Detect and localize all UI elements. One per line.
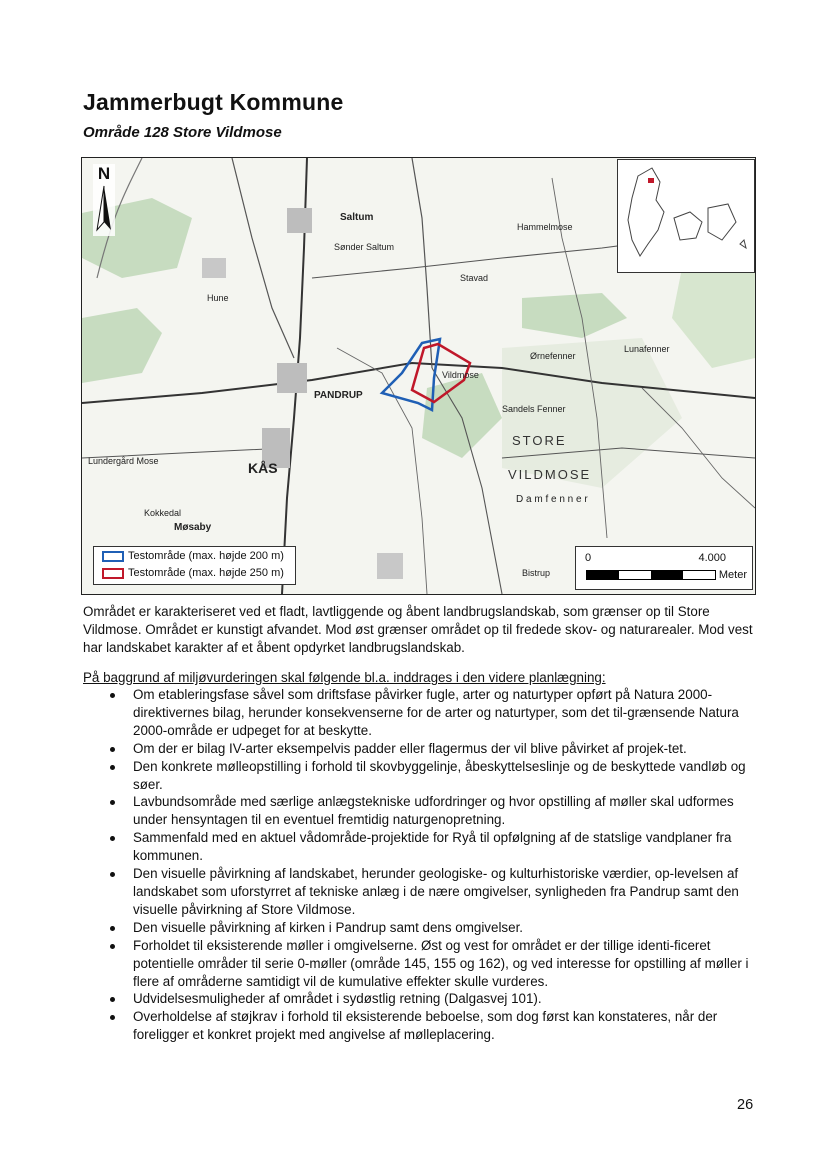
place-label: Ørnefenner: [530, 351, 576, 361]
place-label: Kokkedal: [144, 508, 182, 518]
place-label: Møsaby: [174, 522, 212, 533]
north-label: N: [97, 164, 111, 183]
list-item: Udvidelsesmuligheder af området i sydøstlig retning (Dalgasvej 101).: [83, 990, 761, 1008]
list-item: Om etableringsfase såvel som driftsfase påvirker fugle, arter og naturtyper opført på Natura 2000-direktivernes bilag, herunder konsekvenserne for de arter og naturtyper, som det til-grænsende Natura 2000-område er udpeget for at beskytte.: [83, 686, 761, 740]
place-label: Vildmose: [442, 370, 479, 380]
place-label: Hammelmose: [517, 222, 573, 232]
place-label: Stavad: [460, 273, 489, 283]
bullet-icon: [110, 747, 115, 752]
place-label: PANDRUP: [314, 390, 363, 401]
page-number: 26: [737, 1097, 754, 1113]
location-marker: [648, 178, 654, 183]
legend-label: Testområde (max. højde 200 m): [128, 550, 284, 562]
scale-bar: [586, 570, 716, 580]
list-item: Den visuelle påvirkning af kirken i Pandrup samt dens omgivelser.: [83, 919, 761, 937]
intro-paragraph: Området er karakteriseret ved et fladt, lavtliggende og åbent landbrugslandskab, som grænser op til Store Vildmose. Området er kunstigt afvandet. Mod øst grænser området op til fredede skov- og naturarealer. Mod vest har landskabet karakter af et åbent opdyrket landbrugslandskab.: [83, 604, 753, 655]
list-item: Sammenfald med en aktuel vådområde-projektide for Ryå til opfølgning af de statslige vandplaner fra kommunen.: [83, 829, 761, 865]
scale-bar-box: [575, 546, 753, 590]
place-label: Saltum: [340, 212, 374, 223]
north-arrow: [93, 164, 115, 236]
place-label: Lunafenner: [624, 344, 670, 354]
town-block: [287, 208, 312, 233]
bullet-icon: [110, 926, 115, 931]
road: [232, 158, 294, 358]
place-label: D a m f e n n e r: [516, 494, 588, 505]
denmark-outline: [618, 160, 754, 272]
bullet-icon: [110, 1015, 115, 1020]
bullet-icon: [110, 944, 115, 949]
scale-end-label: 4.000: [698, 552, 726, 564]
bullet-icon: [110, 836, 115, 841]
place-label: Bistrup: [522, 568, 551, 578]
list-item: Om der er bilag IV-arter eksempelvis padder eller flagermus der vil blive påvirket af projek-tet.: [83, 740, 761, 758]
town-block: [277, 363, 307, 393]
place-label: STORE: [512, 433, 567, 448]
legend-item-250m: [102, 565, 295, 582]
list-item: Lavbundsområde med særlige anlægstekniske udfordringer og hvor opstilling af møller skal udformes under hensyntagen til en eventuel fremtidig naturgenopretning.: [83, 793, 761, 829]
denmark-inset-map: [617, 159, 755, 273]
bullet-icon: [110, 872, 115, 877]
forest-area: [82, 308, 162, 383]
place-label: KÅS: [248, 460, 278, 476]
place-label: Hune: [207, 293, 229, 303]
scale-start-label: 0: [585, 552, 592, 564]
blue-swatch-icon: [102, 551, 124, 562]
consideration-list: [83, 686, 761, 1044]
road: [412, 158, 432, 368]
bullet-icon: [110, 997, 115, 1002]
list-item: Overholdelse af støjkrav i forhold til eksisterende beboelse, som dog først kan konstateres, når der foreligger et konkret projekt med angivelse af mølleplacering.: [83, 1008, 761, 1044]
town-block: [377, 553, 403, 579]
list-item: Den visuelle påvirkning af landskabet, herunder geologiske- og kulturhistoriske værdier, op-levelsen af landskabet som uforstyrret af tekniske anlæg i de nære omgivelser, synligheden fra Pandrup samt den visuelle påvirkning af Store Vildmose.: [83, 865, 761, 919]
section-heading: På baggrund af miljøvurderingen skal følgende bl.a. inddrages i den videre planlægning:: [83, 670, 606, 685]
bullet-icon: [110, 800, 115, 805]
legend-label: Testområde (max. højde 250 m): [128, 567, 284, 579]
place-label: VILDMOSE: [508, 467, 592, 482]
red-swatch-icon: [102, 568, 124, 579]
legend-item-200m: [102, 548, 295, 565]
scale-unit-label: Meter: [718, 569, 747, 581]
bullet-icon: [110, 765, 115, 770]
town-block: [202, 258, 226, 278]
list-item: Forholdet til eksisterende møller i omgivelserne. Øst og vest for området er der tillige identi-ficeret potentielle områder til serie 0-møller (område 145, 155 og 162), og ved interesse for opstilling af møller i flere af områderne samtidigt vil de kumulative effekter skulle vurderes.: [83, 937, 761, 991]
area-map: [81, 157, 756, 595]
place-label: Sandels Fenner: [502, 404, 566, 414]
map-legend: [93, 546, 296, 585]
bullet-icon: [110, 693, 115, 698]
place-label: Sønder Saltum: [334, 242, 395, 252]
forest-area: [522, 293, 627, 338]
place-label: Lundergård Mose: [88, 456, 159, 466]
page-title: Jammerbugt Kommune: [83, 89, 344, 115]
north-arrow-icon: [93, 164, 115, 236]
list-item: Den konkrete mølleopstilling i forhold til skovbyggelinje, åbeskyttelseslinje og de beskyttede vandløb og søer.: [83, 758, 761, 794]
page-subtitle: Område 128 Store Vildmose: [83, 124, 282, 141]
